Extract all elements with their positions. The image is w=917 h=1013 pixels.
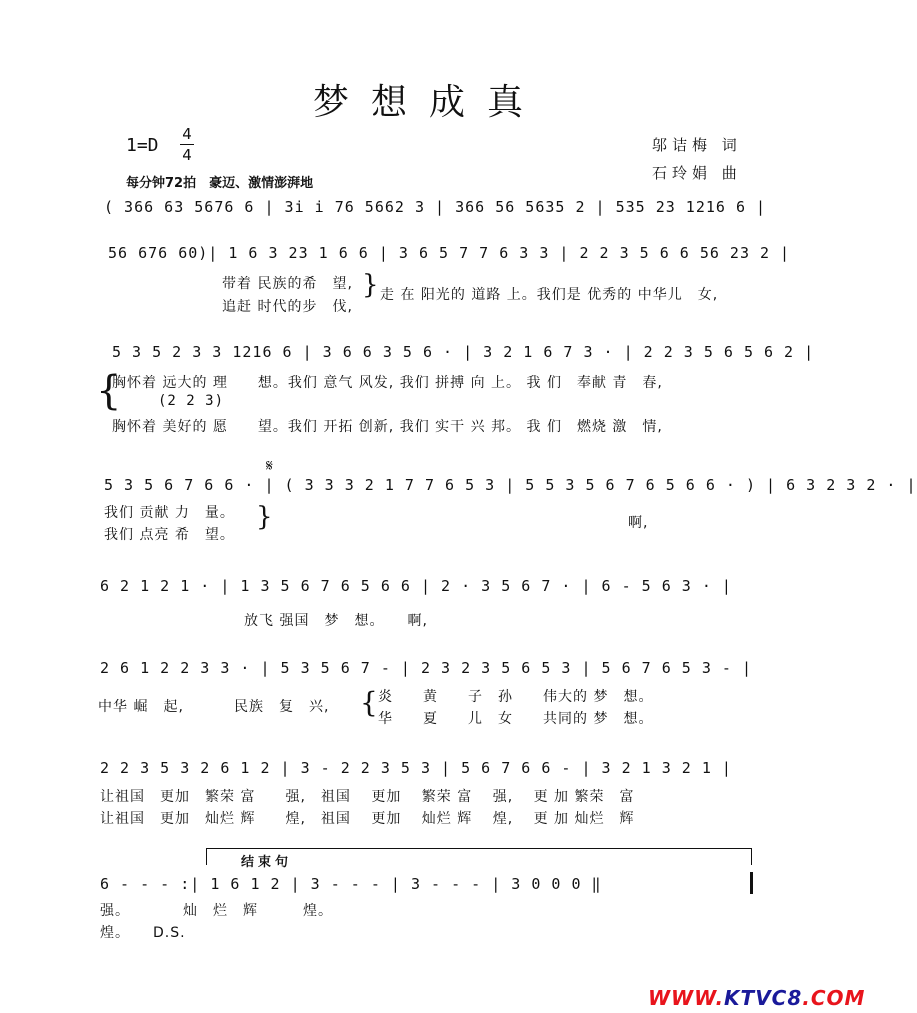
watermark-part2: KTVC8 — [724, 986, 803, 1010]
score-line-3: 5 3 5 2 3 3 1216 6 | 3 6 6 3 5 6 · | 3 2 1 6 7 3 · | 2 2 3 5 6 5 6 2 | — [112, 343, 815, 361]
lyric-line-8a: 强。 灿 烂 辉 煌。 — [100, 903, 333, 919]
watermark-part3: .COM — [802, 986, 866, 1010]
time-signature — [180, 124, 194, 165]
score-line-5: 6 2 1 2 1 · | 1 3 5 6 7 6 5 6 6 | 2 · 3 5 6 7 · | 6 - 5 6 3 · | — [100, 577, 732, 595]
time-bottom: 4 — [182, 146, 192, 164]
lyric-brace: } — [362, 270, 379, 300]
lyric-line-6b: 民族 复 兴, — [234, 699, 330, 715]
lyric-line-6d: 华 夏 儿 女 共同的 梦 想。 — [378, 711, 654, 727]
ending-label: 结束句 — [241, 855, 293, 870]
lyric-brace: } — [256, 502, 273, 532]
lyric-line-2a: 带着 民族的希 望, — [222, 276, 353, 292]
score-line-7: 2 2 3 5 3 2 6 1 2 | 3 - 2 2 3 5 3 | 5 6 7 6 6 - | 3 2 1 3 2 1 | — [100, 759, 732, 777]
lyric-line-7b: 让祖国 更加 灿烂 辉 煌, 祖国 更加 灿烂 辉 煌, 更 加 灿烂 辉 — [100, 811, 635, 827]
composer-credit: 石玲娟 曲 — [652, 164, 742, 182]
lyric-line-3b: (2 2 3) — [158, 393, 225, 409]
lyric-line-2c: 走 在 阳光的 道路 上。我们是 优秀的 中华儿 女, — [380, 287, 719, 303]
lyricist-credit: 邬诘梅 词 — [652, 136, 742, 154]
lyric-line-3c: 胸怀着 美好的 愿 望。我们 开拓 创新, 我们 实干 兴 邦。 我 们 燃烧 激 情, — [112, 419, 663, 435]
lyric-line-6c: 炎 黄 子 孙 伟大的 梦 想。 — [378, 689, 654, 705]
score-line-8: 6 - - - :| 1 6 1 2 | 3 - - - | 3 - - - | 3 0 0 0 ‖ — [100, 875, 602, 893]
score-line-1: ( 366 63 5676 6 | 3i i 76 5662 3 | 366 56 5635 2 | 535 23 1216 6 | — [104, 198, 767, 216]
lyric-line-4a: 我们 贡献 力 量。 — [104, 505, 235, 521]
lyric-line-6a: 中华 崛 起, — [98, 699, 184, 715]
lyric-line-4c: 啊, — [628, 515, 649, 531]
ending-bracket — [206, 848, 752, 870]
lyric-line-5a: 放飞 强国 梦 想。 啊, — [244, 613, 428, 629]
score-line-6: 2 6 1 2 2 3 3 · | 5 3 5 6 7 - | 2 3 2 3 5 6 5 3 | 5 6 7 6 5 3 - | — [100, 659, 752, 677]
lyric-brace: { — [360, 686, 378, 719]
time-bar — [180, 144, 194, 145]
score-line-2: 56 676 60)| 1 6 3 23 1 6 6 | 3 6 5 7 7 6 3 3 | 2 2 3 5 6 6 56 23 2 | — [108, 244, 791, 262]
lyric-brace: { — [96, 368, 122, 414]
key-signature: 1=D — [126, 135, 159, 156]
tempo-marking: 每分钟72拍 豪迈、激情澎湃地 — [126, 176, 314, 191]
song-title: 梦想成真 — [312, 82, 545, 123]
lyric-line-8b: 煌。 D.S. — [100, 925, 186, 941]
lyric-line-3a: 胸怀着 远大的 理 想。我们 意气 风发, 我们 拼搏 向 上。 我 们 奉献 青 春, — [112, 375, 663, 391]
watermark — [648, 986, 865, 1010]
lyric-line-4b: 我们 点亮 希 望。 — [104, 527, 235, 543]
final-barline — [750, 872, 753, 894]
time-top: 4 — [182, 125, 192, 143]
lyric-line-2b: 追赶 时代的步 伐, — [222, 299, 353, 315]
watermark-part1: WWW. — [648, 986, 725, 1010]
segno-icon: 𝄋 — [266, 456, 273, 475]
lyric-line-7a: 让祖国 更加 繁荣 富 强, 祖国 更加 繁荣 富 强, 更 加 繁荣 富 — [100, 789, 635, 805]
score-line-4: 5 3 5 6 7 6 6 · | ( 3 3 3 2 1 7 7 6 5 3 | 5 5 3 5 6 7 6 5 6 6 · ) | 6 3 2 3 2 · | — [104, 476, 917, 494]
